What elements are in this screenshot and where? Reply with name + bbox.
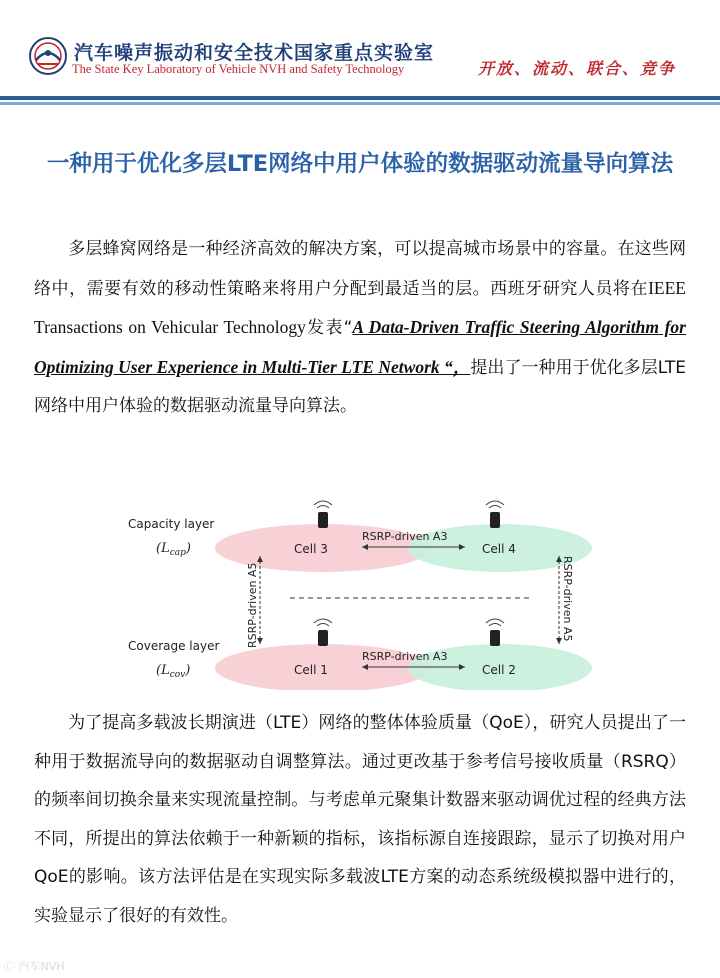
header-rule-light [0,102,720,105]
antenna-icon [314,619,332,646]
rsrp-bottom-label: RSRP-driven A3 [362,650,448,663]
cell3-label: Cell 3 [294,542,328,556]
lab-name-cn: 汽车噪声振动和安全技术国家重点实验室 [74,42,435,64]
coverage-symbol: $(L_{cov})$ [156,663,191,680]
capacity-symbol-sub: cap [169,548,186,558]
rsrp-left-label: RSRP-driven A5 [246,562,259,648]
rsrp-right-label: RSRP-driven A5 [561,556,574,642]
intro-text: 多层蜂窝网络是一种经济高效的解决方案，可以提高城市场景中的容量。在这些网络中，需要有效的移动性策略来将用户分配到最适当的层。西班牙研究人员将在 [34,239,686,299]
paper-title-link[interactable]: A Data-Driven Traffic Steering Algorithm for Optimizing User Experience in Multi-Tier LTE Network [34,317,686,377]
page-header [0,0,720,96]
network-diagram [110,480,610,690]
paper-title-close: “， [439,356,471,377]
paragraph-intro [34,230,686,426]
capacity-layer-label: Capacity layer [128,517,215,531]
antenna-icon [314,501,332,528]
paragraph-method [34,704,686,935]
cell4-label: Cell 4 [482,542,516,556]
journal-name: IEEE Transactions on Vehicular Technology [34,277,686,337]
intro-text-2: 提出了一种用于优化多层LTE网络中用户体验的数据驱动流量导向算法。 [34,357,686,416]
article-title: 一种用于优化多层LTE网络中用户体验的数据驱动流量导向算法 [46,151,674,177]
lab-name-en: The State Key Laboratory of Vehicle NVH and Safety Technology [72,62,405,76]
cell2-label: Cell 2 [482,663,516,677]
publish-text: 发表“ [305,318,353,338]
coverage-layer-label: Coverage layer [128,639,220,653]
coverage-symbol-base: L [161,663,170,678]
watermark: Ⓒ 汽车NVH [4,960,65,973]
antenna-icon [486,619,504,646]
capacity-symbol-base: L [161,541,170,556]
header-rule [0,96,720,100]
cell1-label: Cell 1 [294,663,328,677]
rsrp-top-label: RSRP-driven A3 [362,530,448,543]
capacity-symbol: $(L_{cap})$ [156,541,191,558]
slogan: 开放、流动、联合、竞争 [478,59,677,78]
antenna-icon [486,501,504,528]
lab-emblem-icon [28,36,68,76]
coverage-symbol-sub: cov [169,670,186,680]
method-text: 为了提高多载波长期演进（LTE）网络的整体体验质量（QoE），研究人员提出了一种用于数据流导向的数据驱动自调整算法。通过更改基于参考信号接收质量（RSRQ）的频率间切换余量来实现流量控制。与考虑单元聚集计数器来驱动调优过程的经典方法不同，所提出的算法依赖于一种新颖的指标，该指标源自连接跟踪，显示了切换对用户QoE的影响。该方法评估是在实现实际多载波LTE方案的动态系统级模拟器中进行的，实验显示了很好的有效性。 [34,713,686,926]
